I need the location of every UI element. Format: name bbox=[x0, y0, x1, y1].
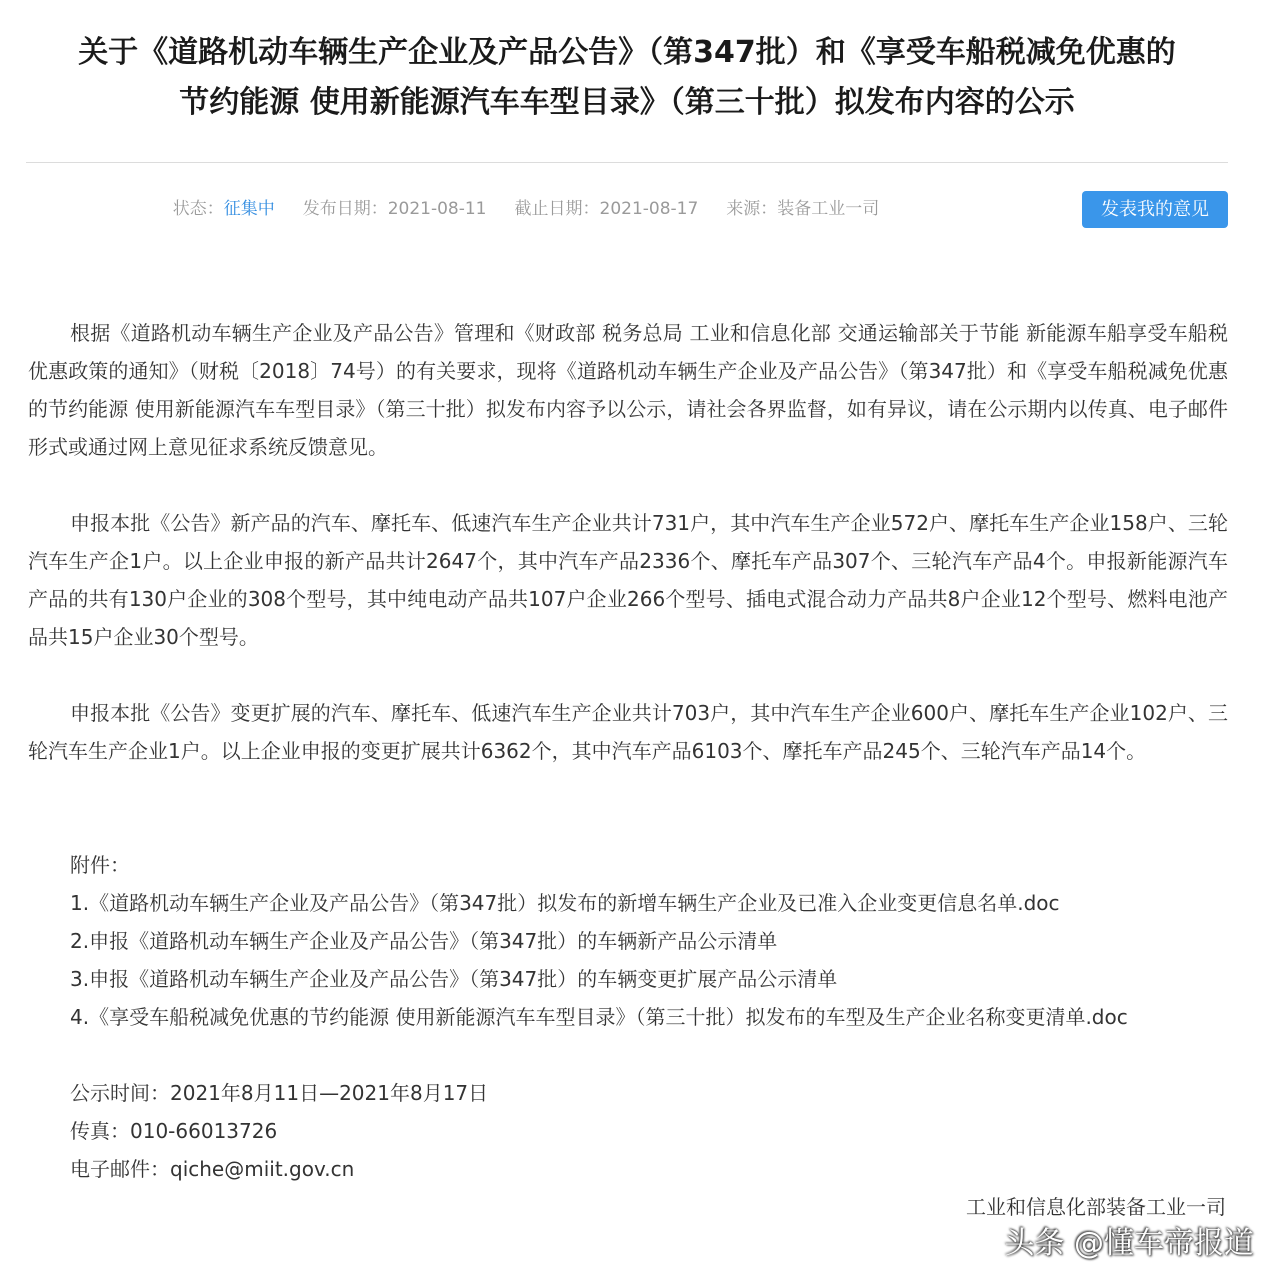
source: 来源：装备工业一司 bbox=[726, 199, 880, 219]
page-title-line-1: 关于《道路机动车辆生产企业及产品公告》（第347批）和《享受车船税减免优惠的 bbox=[78, 35, 1176, 70]
status-label: 状态： bbox=[172, 199, 224, 219]
attachment-link-4[interactable]: 4.《享受车船税减免优惠的节约能源 使用新能源汽车车型目录》（第三十批）拟发布的车型及生产企业名称变更清单.doc bbox=[70, 1005, 1128, 1029]
paragraph-1: 根据《道路机动车辆生产企业及产品公告》管理和《财政部 税务总局 工业和信息化部 交通运输部关于节能 新能源车船享受车船税优惠政策的通知》（财税〔2018〕74号）的有关要求，现将《道路机动车辆生产企业及产品公告》（第347批）和《享受车船税减免优惠的节约能源 使用新能源汽车车型目录》（第三十批）拟发布内容予以公示，请社会各界监督，如有异议，请在公示期内以传真、电子邮件形式或通过网上意见征求系统反馈意见。 bbox=[28, 321, 1228, 459]
fax-number: 传真：010-66013726 bbox=[70, 1119, 278, 1143]
attachments-list bbox=[70, 846, 1230, 1036]
title-divider bbox=[26, 162, 1228, 163]
notice-period: 公示时间：2021年8月11日—2021年8月17日 bbox=[70, 1081, 489, 1105]
status-badge: 征集中 bbox=[223, 199, 275, 219]
attachment-link-1[interactable]: 1.《道路机动车辆生产企业及产品公告》（第347批）拟发布的新增车辆生产企业及已准入企业变更信息名单.doc bbox=[70, 891, 1060, 915]
notice-meta bbox=[26, 196, 1026, 222]
watermark: 头条 @懂车帝报道 bbox=[1004, 1226, 1254, 1261]
status-field bbox=[173, 196, 275, 222]
paragraph-3: 申报本批《公告》变更扩展的汽车、摩托车、低速汽车生产企业共计703户，其中汽车生产企业600户、摩托车生产企业102户、三轮汽车生产企业1户。以上企业申报的变更扩展共计6362个，其中汽车产品6103个、摩托车产品245个、三轮汽车产品14个。 bbox=[28, 701, 1228, 763]
attachments-label: 附件： bbox=[70, 853, 130, 877]
page-title-line-2: 节约能源 使用新能源汽车车型目录》（第三十批）拟发布内容的公示 bbox=[179, 85, 1075, 120]
page-title bbox=[26, 28, 1228, 128]
email-address: 电子邮件：qiche@miit.gov.cn bbox=[70, 1157, 355, 1181]
paragraph-2: 申报本批《公告》新产品的汽车、摩托车、低速汽车生产企业共计731户，其中汽车生产企业572户、摩托车生产企业158户、三轮汽车生产企1户。以上企业申报的新产品共计2647个，其中汽车产品2336个、摩托车产品307个、三轮汽车产品4个。申报新能源汽车产品的共有130户企业的308个型号，其中纯电动产品共107户企业266个型号、插电式混合动力产品共8户企业12个型号、燃料电池产品共15户企业30个型号。 bbox=[28, 511, 1228, 649]
publish-date: 发布日期：2021-08-11 bbox=[302, 199, 487, 219]
submit-opinion-button[interactable]: 发表我的意见 bbox=[1082, 191, 1228, 228]
deadline-date: 截止日期：2021-08-17 bbox=[514, 199, 699, 219]
contact-info bbox=[70, 1074, 1230, 1188]
issuing-department: 工业和信息化部装备工业一司 bbox=[966, 1195, 1226, 1219]
attachment-link-2[interactable]: 2.申报《道路机动车辆生产企业及产品公告》（第347批）的车辆新产品公示清单 bbox=[70, 929, 778, 953]
attachment-link-3[interactable]: 3.申报《道路机动车辆生产企业及产品公告》（第347批）的车辆变更扩展产品公示清单 bbox=[70, 967, 838, 991]
